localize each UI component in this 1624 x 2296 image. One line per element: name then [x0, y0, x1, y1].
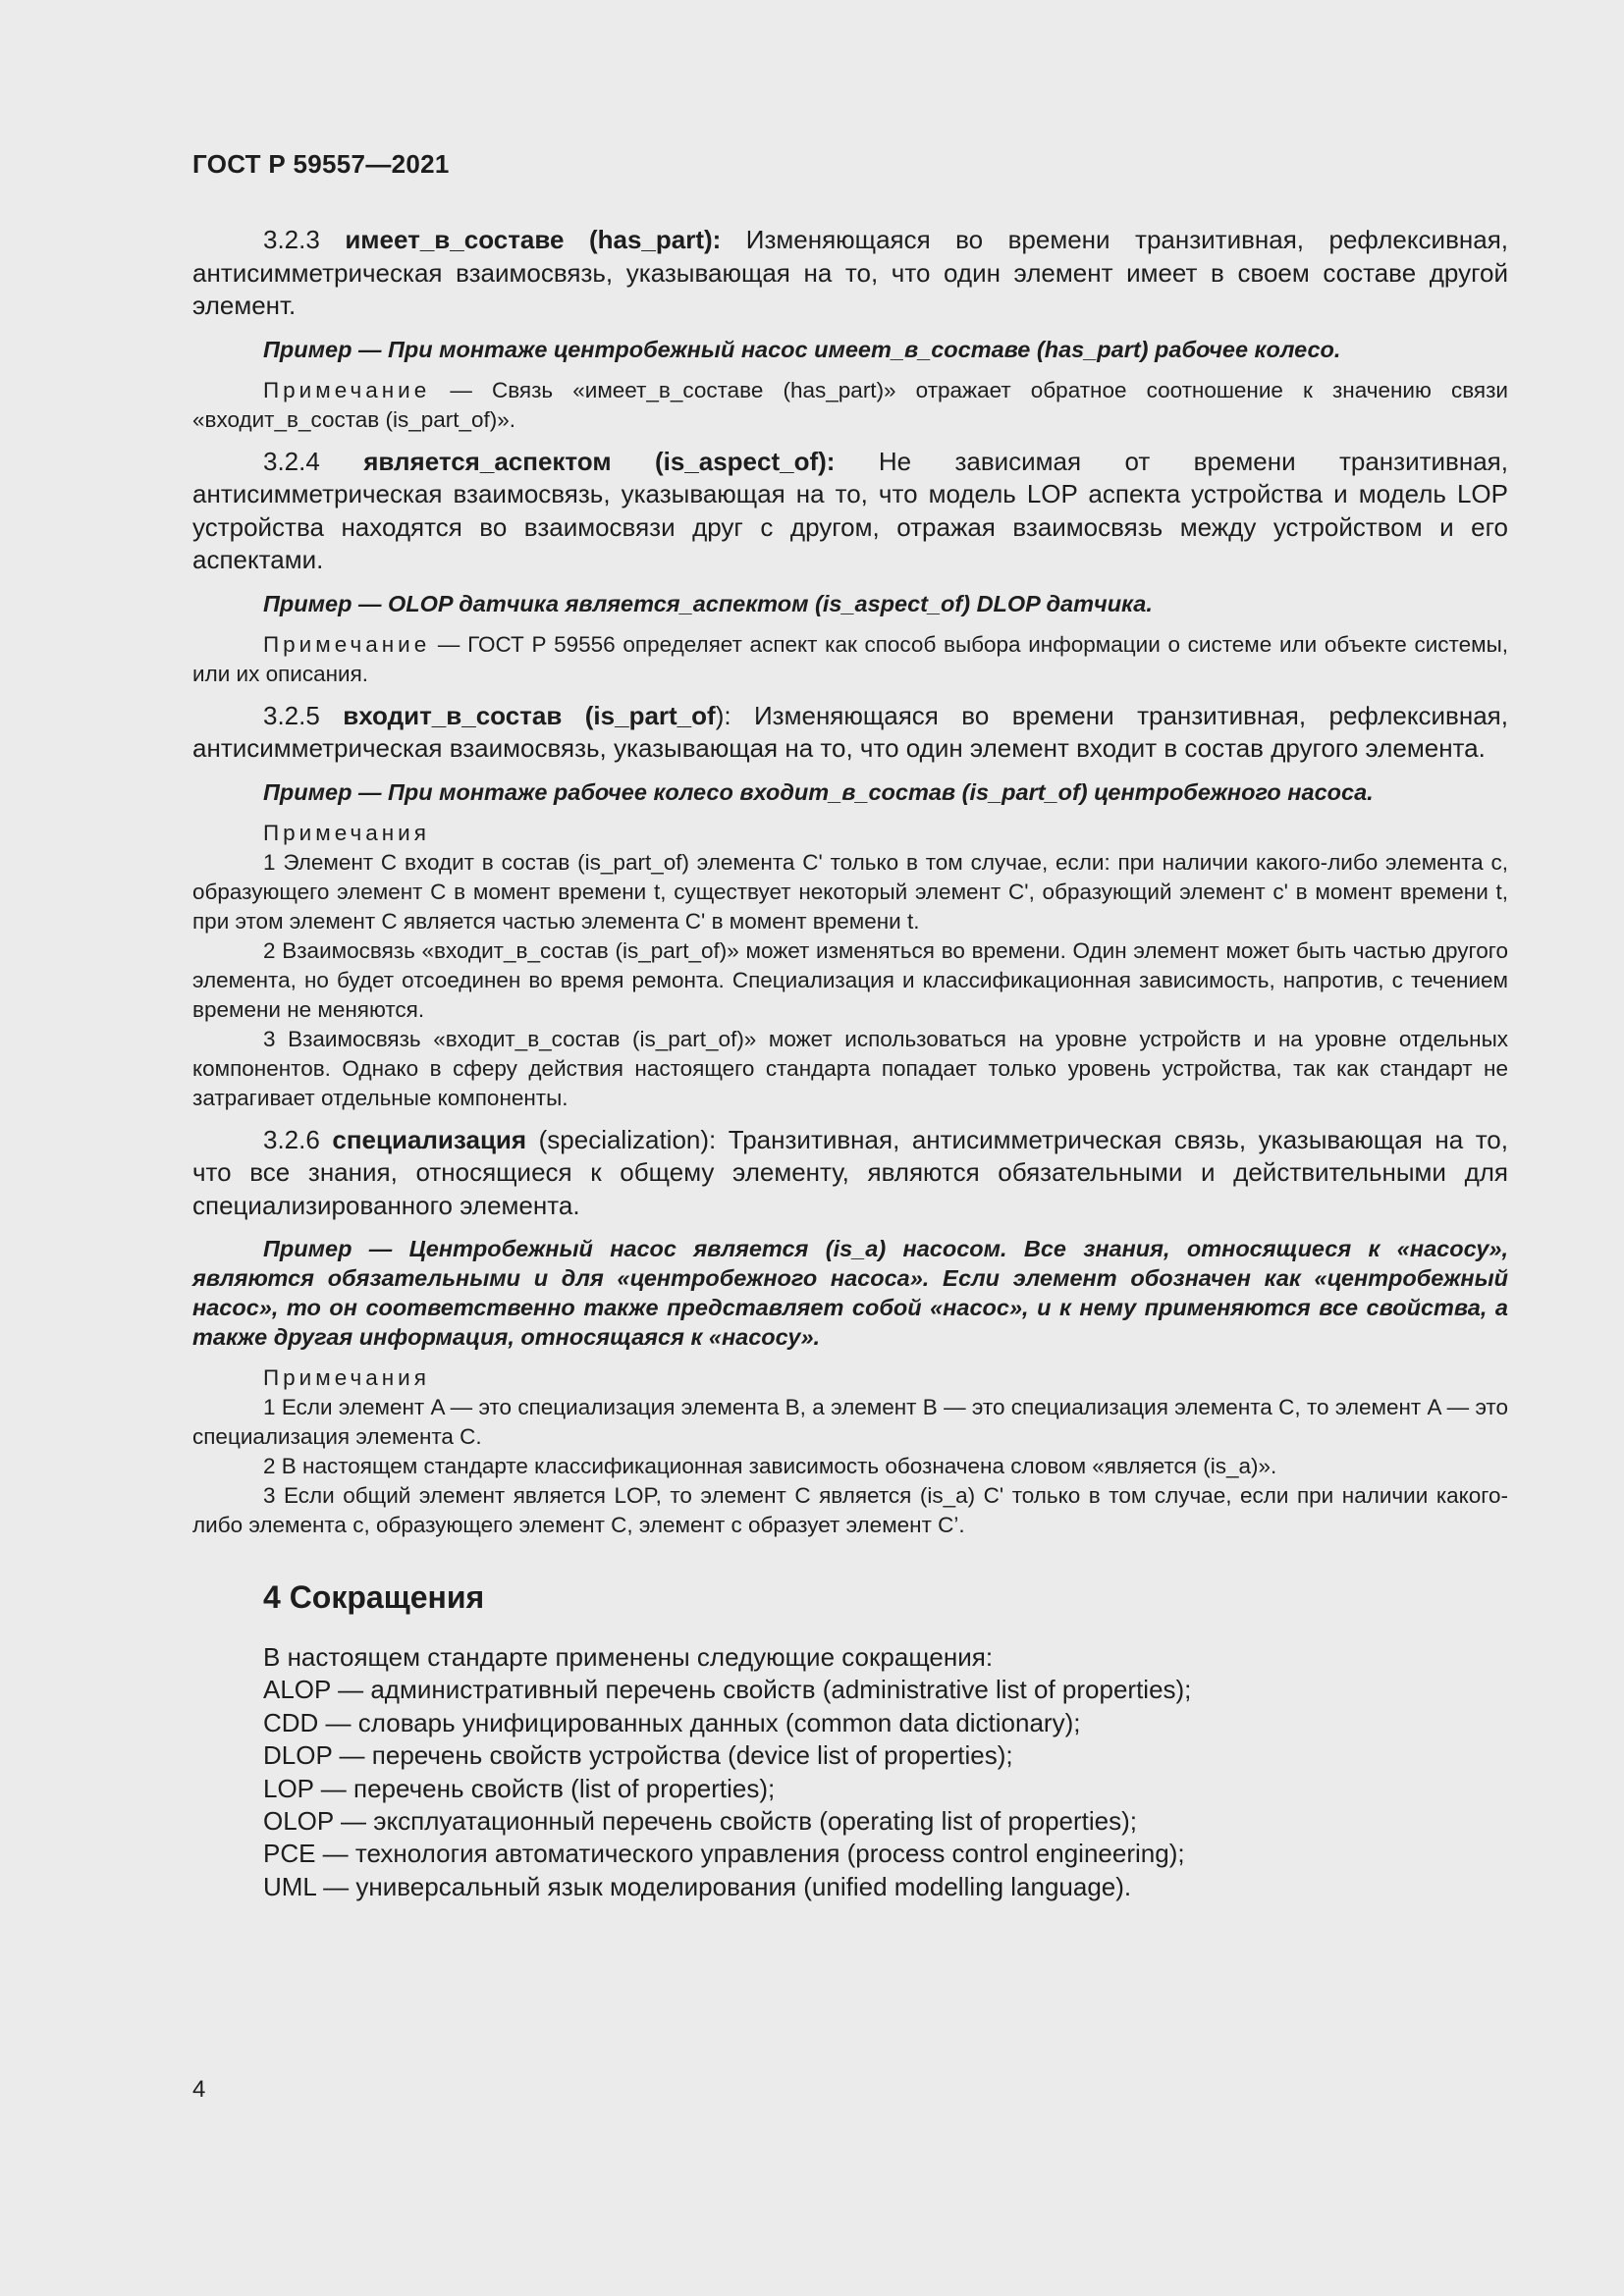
- note-3-2-3: [192, 376, 1508, 435]
- note-item: 1 Элемент C входит в состав (is_part_of) элемента C' только в том случае, если: при наличии какого-либо элемента c, образующего элемент C в момент времени t, существует некоторый элемент C', образующий элемент c' в момент времени t, при этом элемент C является частью элемента C' в момент времени t.: [192, 849, 1508, 934]
- note-text: — Связь «имеет_в_составе (has_part)» отражает обратное соотношение к значению связи «входит_в_состав (is_part_of)».: [192, 377, 1508, 432]
- term-name-tail: ):: [715, 700, 731, 730]
- note-item: 3 Взаимосвязь «входит_в_состав (is_part_of)» может использоваться на уровне устройств и на уровне отдельных компонентов. Однако в сферу действия настоящего стандарта попадает только уровень устройства, так как стандарт не затрагивает отдельные компоненты.: [192, 1026, 1508, 1110]
- term-3-2-3: [192, 224, 1508, 323]
- notes-title: Примечания: [263, 1365, 430, 1390]
- example-3-2-3: Пример — При монтаже центробежный насос имеет_в_составе (has_part) рабочее колесо.: [263, 336, 1341, 362]
- term-number: 3.2.4: [263, 446, 320, 476]
- term-name: специализация: [332, 1124, 527, 1154]
- abbreviations-intro: В настоящем стандарте применены следующие сокращения:: [263, 1642, 994, 1672]
- abbreviation-item: OLOP — эксплуатационный перечень свойств (operating list of properties);: [263, 1806, 1137, 1837]
- notes-title: Примечания: [263, 820, 430, 845]
- abbreviation-item: DLOP — перечень свойств устройства (device list of properties);: [263, 1740, 1013, 1771]
- term-3-2-4: [192, 446, 1508, 577]
- note-item: 2 В настоящем стандарте классификационная зависимость обозначена словом «является (is_a)».: [263, 1454, 1277, 1478]
- term-name: имеет_в_составе (has_part):: [345, 225, 722, 254]
- section-heading: 4 Сокращения: [263, 1579, 485, 1615]
- note-item: 1 Если элемент A — это специализация элемента B, а элемент B — это специализация элемента C, то элемент A — это специализация элемента C.: [192, 1395, 1508, 1449]
- term-name-tail: (specialization):: [526, 1124, 717, 1154]
- page-content: [192, 224, 1508, 1903]
- note-text: — ГОСТ Р 59556 определяет аспект как способ выбора информации о системе или объекте системы, или их описания.: [192, 631, 1508, 686]
- term-3-2-5: [192, 700, 1508, 766]
- term-number: 3.2.5: [263, 700, 320, 730]
- term-definition: Изменяющаяся во времени транзитивная, рефлексивная, антисимметрическая взаимосвязь, указывающая на то, что один элемент имеет в своем составе другой элемент.: [192, 225, 1508, 320]
- term-number: 3.2.3: [263, 225, 320, 254]
- term-name: является_аспектом (is_aspect_of):: [363, 446, 836, 476]
- notes-3-2-5: [192, 819, 1508, 1113]
- note-item: 2 Взаимосвязь «входит_в_состав (is_part_of)» может изменяться во времени. Один элемент может быть частью другого элемента, но будет отсоединен во время ремонта. Специализация и классификационная зависимость, напротив, с течением времени не меняются.: [192, 937, 1508, 1022]
- notes-3-2-6: [192, 1363, 1508, 1540]
- page-header: ГОСТ Р 59557—2021: [192, 149, 450, 179]
- abbreviation-item: PCE — технология автоматического управления (process control engineering);: [263, 1839, 1185, 1869]
- term-name: входит_в_состав (is_part_of: [343, 700, 716, 730]
- note-label: Примечание: [263, 377, 431, 402]
- term-definition: Не зависимая от времени транзитивная, антисимметрическая взаимосвязь, указывающая на то, что модель LOP аспекта устройства и модель LOP устройства находятся во взаимосвязи друг с другом, отражая взаимосвязь между устройством и его аспектами.: [192, 446, 1508, 574]
- example-3-2-6: Пример — Центробежный насос является (is_a) насосом. Все знания, относящиеся к «насосу», являются обязательными и для «центробежного насоса». Если элемент обозначен как «центробежный насос», то он соответственно также представляет собой «насос», и к нему применяются все свойства, а также другая информация, относящаяся к «насосу».: [192, 1236, 1508, 1350]
- example-3-2-5: Пример — При монтаже рабочее колесо входит_в_состав (is_part_of) центробежного насоса.: [263, 778, 1374, 805]
- term-definition: Изменяющаяся во времени транзитивная, рефлексивная, антисимметрическая взаимосвязь, указывающая на то, что один элемент входит в состав другого элемента.: [192, 700, 1508, 763]
- abbreviation-item: UML — универсальный язык моделирования (unified modelling language).: [263, 1871, 1132, 1901]
- page-number: 4: [192, 2076, 206, 2103]
- abbreviation-item: CDD — словарь унифицированных данных (common data dictionary);: [263, 1707, 1081, 1737]
- term-number: 3.2.6: [263, 1124, 320, 1154]
- abbreviation-item: ALOP — административный перечень свойств (administrative list of properties);: [263, 1675, 1192, 1705]
- term-definition: Транзитивная, антисимметрическая связь, указывающая на то, что все знания, относящиеся к общему элементу, являются обязательными и действительными для специализированного элемента.: [192, 1124, 1508, 1220]
- example-3-2-4: Пример — OLOP датчика является_аспектом (is_aspect_of) DLOP датчика.: [263, 590, 1153, 616]
- note-label: Примечание: [263, 631, 431, 657]
- abbreviation-item: LOP — перечень свойств (list of properties);: [263, 1773, 776, 1803]
- note-item: 3 Если общий элемент является LOP, то элемент C является (is_a) C' только в том случае, если при наличии какого-либо элемента c, образующего элемент C, элемент c образует элемент C’.: [192, 1483, 1508, 1537]
- note-3-2-4: [192, 630, 1508, 689]
- term-3-2-6: [192, 1124, 1508, 1223]
